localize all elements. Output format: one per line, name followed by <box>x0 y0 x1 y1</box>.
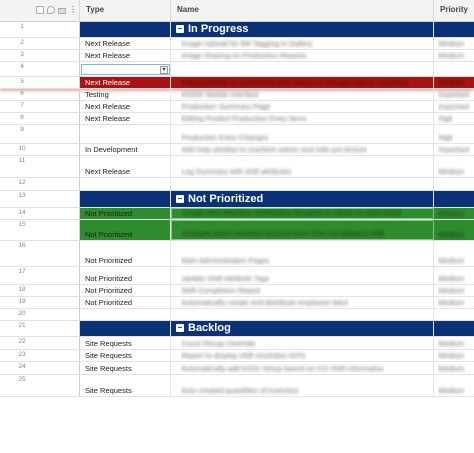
row-number[interactable]: 25 <box>18 376 26 383</box>
table-row[interactable] <box>0 375 474 397</box>
priority-cell[interactable] <box>434 156 474 177</box>
table-row[interactable] <box>0 101 474 113</box>
name-cell[interactable] <box>171 220 434 240</box>
priority-value: Medium <box>438 286 465 295</box>
comment-icon[interactable] <box>47 6 55 14</box>
name-value: Auto created quantities of inventory <box>181 386 299 395</box>
section-title <box>176 193 263 205</box>
priority-cell[interactable] <box>434 50 474 61</box>
row-gutter <box>0 113 80 124</box>
name-cell[interactable] <box>171 309 434 320</box>
type-value: Not Prioritized <box>85 230 133 239</box>
priority-cell[interactable] <box>434 89 474 100</box>
name-value: Add help window to machine admin and side pre-lecture <box>181 145 368 154</box>
priority-cell[interactable] <box>434 38 474 49</box>
type-cell[interactable] <box>80 297 171 308</box>
priority-cell[interactable] <box>434 350 474 361</box>
type-cell[interactable] <box>80 50 171 61</box>
name-value: Shift Completion Report <box>181 286 261 295</box>
name-value: Editing Posted Production Entry Items <box>181 114 308 123</box>
row-number[interactable]: 3 <box>20 51 24 58</box>
row-number[interactable]: 4 <box>20 63 24 70</box>
table-row[interactable] <box>0 208 474 220</box>
name-cell[interactable] <box>171 113 434 124</box>
name-cell[interactable] <box>171 362 434 374</box>
row-gutter <box>0 297 80 308</box>
type-value: Site Requests <box>85 339 132 348</box>
table-row[interactable] <box>0 62 474 77</box>
type-cell[interactable] <box>80 285 171 296</box>
priority-value: Medium <box>438 230 465 239</box>
section-row[interactable] <box>0 22 474 38</box>
type-cell[interactable] <box>80 144 171 155</box>
type-cell[interactable] <box>80 375 171 396</box>
name-cell[interactable] <box>171 38 434 49</box>
row-gutter <box>0 241 80 266</box>
row-gutter <box>0 191 80 207</box>
row-gutter <box>0 89 80 100</box>
type-cell[interactable] <box>80 62 171 76</box>
name-cell[interactable] <box>171 285 434 296</box>
type-value: Not Prioritized <box>85 298 133 307</box>
table-row[interactable] <box>0 362 474 375</box>
priority-cell[interactable] <box>434 144 474 155</box>
name-cell[interactable] <box>171 101 434 112</box>
type-value: Next Release <box>85 114 131 123</box>
table-row[interactable] <box>0 144 474 156</box>
priority-cell[interactable] <box>434 309 474 320</box>
priority-cell[interactable] <box>434 178 474 190</box>
type-cell[interactable] <box>80 101 171 112</box>
row-gutter <box>0 144 80 155</box>
row-number[interactable]: 17 <box>18 268 26 275</box>
attachment-icon[interactable] <box>36 6 44 14</box>
table-row[interactable] <box>0 350 474 362</box>
section-type-cell[interactable] <box>80 321 171 336</box>
row-number[interactable]: 13 <box>18 192 26 199</box>
row-number[interactable]: 12 <box>18 179 26 186</box>
name-cell[interactable] <box>171 156 434 177</box>
name-cell[interactable] <box>171 62 434 76</box>
table-row[interactable] <box>0 178 474 191</box>
name-cell[interactable] <box>171 89 434 100</box>
type-value: In Development <box>85 145 138 154</box>
name-value: Update Shift Attribute Tags <box>181 274 270 283</box>
row-number[interactable]: 21 <box>18 322 26 329</box>
priority-cell[interactable] <box>434 241 474 266</box>
priority-value: Medium <box>438 78 465 87</box>
row-gutter <box>0 350 80 361</box>
row-number[interactable]: 11 <box>18 157 26 164</box>
type-value: Not Prioritized <box>85 274 133 283</box>
name-value: Production Entry Changes <box>181 133 269 142</box>
table-row[interactable] <box>0 38 474 50</box>
priority-value: Medium <box>438 167 465 176</box>
row-gutter <box>0 375 80 396</box>
row-number[interactable]: 15 <box>18 221 26 228</box>
type-value: Site Requests <box>85 364 132 373</box>
row-gutter <box>0 309 80 320</box>
chevron-down-icon[interactable]: ▾ <box>160 66 168 74</box>
name-value: Count Recap Override <box>181 339 256 348</box>
priority-cell[interactable] <box>434 337 474 349</box>
row-gutter <box>0 362 80 374</box>
priority-cell[interactable] <box>434 375 474 396</box>
priority-cell[interactable] <box>434 101 474 112</box>
priority-value: Medium <box>438 339 465 348</box>
section-title-label: Backlog <box>188 322 231 334</box>
table-row[interactable] <box>0 89 474 101</box>
row-gutter <box>0 208 80 219</box>
name-value: KIOSK Mobile Interface <box>181 90 260 99</box>
row-number[interactable]: 24 <box>18 363 26 370</box>
table-row[interactable] <box>0 297 474 309</box>
name-cell[interactable] <box>171 267 434 284</box>
priority-value: Medium <box>438 386 465 395</box>
type-cell[interactable] <box>80 77 171 88</box>
row-number[interactable]: 6 <box>20 90 24 97</box>
table-row[interactable] <box>0 50 474 62</box>
type-cell[interactable] <box>80 113 171 124</box>
priority-value: Important <box>438 102 470 111</box>
name-value: Automatically add KIOS Setup based on CO Shift information <box>181 364 385 373</box>
priority-cell[interactable] <box>434 267 474 284</box>
section-name-cell[interactable] <box>171 191 434 207</box>
priority-cell[interactable] <box>434 77 474 88</box>
priority-value: High <box>438 114 454 123</box>
type-value: Next Release <box>85 39 131 48</box>
type-value: Site Requests <box>85 351 132 360</box>
section-priority-cell[interactable] <box>434 191 474 207</box>
type-value: Site Requests <box>85 386 132 395</box>
name-value: Changes down overview process from 3Os not added to shift <box>182 229 385 238</box>
type-value: Next Release <box>85 167 131 176</box>
type-dropdown[interactable] <box>81 64 170 75</box>
table-row[interactable] <box>0 267 474 285</box>
priority-cell[interactable] <box>434 62 474 76</box>
type-cell[interactable] <box>80 337 171 349</box>
row-number[interactable]: 22 <box>18 338 26 345</box>
priority-value: Medium <box>438 351 465 360</box>
row-number[interactable]: 2 <box>20 39 24 46</box>
name-cell[interactable] <box>171 208 434 219</box>
priority-cell[interactable] <box>434 113 474 124</box>
name-cell[interactable] <box>171 337 434 349</box>
row-gutter <box>0 62 80 76</box>
row-number[interactable]: 10 <box>18 145 26 152</box>
row-number[interactable]: 1 <box>20 23 24 30</box>
type-cell[interactable] <box>80 178 171 190</box>
type-value: Not Prioritized <box>85 256 133 265</box>
type-cell[interactable] <box>80 156 171 177</box>
section-row[interactable] <box>0 321 474 337</box>
type-value: Next Release <box>85 78 131 87</box>
row-gutter <box>0 101 80 112</box>
table-row[interactable] <box>0 125 474 144</box>
type-cell[interactable] <box>80 362 171 374</box>
type-cell[interactable] <box>80 208 171 219</box>
type-cell[interactable] <box>80 220 171 240</box>
priority-value: Important <box>438 145 470 154</box>
type-cell[interactable] <box>80 125 171 143</box>
priority-value: Medium <box>438 364 465 373</box>
row-gutter <box>0 22 80 37</box>
row-gutter <box>0 156 80 177</box>
type-cell[interactable] <box>80 38 171 49</box>
name-cell[interactable] <box>171 178 434 190</box>
priority-value: Medium <box>438 274 465 283</box>
row-number[interactable]: 14 <box>18 209 26 216</box>
name-cell[interactable] <box>171 375 434 396</box>
name-value: Create New Machine Scheduling Template in admin to reset levels <box>182 208 403 217</box>
section-type-cell[interactable] <box>80 22 171 37</box>
name-cell[interactable] <box>171 241 434 266</box>
name-value: Main Administration Pages <box>181 256 270 265</box>
name-value: Image Sharing on Production Reports <box>181 51 307 60</box>
name-cell[interactable] <box>171 297 434 308</box>
more-icon[interactable]: ⋮ <box>69 5 77 14</box>
priority-cell[interactable] <box>434 297 474 308</box>
table-row[interactable] <box>0 77 474 89</box>
name-cell[interactable] <box>171 77 434 88</box>
column-header-type[interactable]: Type <box>80 0 171 22</box>
section-title-label: In Progress <box>188 23 249 35</box>
row-number[interactable]: 9 <box>20 126 24 133</box>
table-row[interactable] <box>0 337 474 350</box>
name-value: Report to display shift resolution KPIs <box>181 351 306 360</box>
row-gutter <box>0 178 80 190</box>
row-number[interactable]: 7 <box>20 102 24 109</box>
section-type-cell[interactable] <box>80 191 171 207</box>
row-number[interactable]: 5 <box>20 78 24 85</box>
name-cell[interactable] <box>171 350 434 361</box>
section-name-cell[interactable] <box>171 22 434 37</box>
collapse-icon[interactable]: − <box>177 193 183 203</box>
name-cell[interactable] <box>171 144 434 155</box>
name-cell[interactable] <box>171 50 434 61</box>
row-gutter <box>0 337 80 349</box>
table-row[interactable] <box>0 156 474 178</box>
row-number[interactable]: 23 <box>18 351 26 358</box>
priority-cell[interactable] <box>434 208 474 219</box>
type-value: Next Release <box>85 102 131 111</box>
name-value: Improvements to scheduling and search ui changes above machines <box>181 78 410 87</box>
priority-value: Medium <box>438 256 465 265</box>
type-value: Next Release <box>85 51 131 60</box>
priority-value: Medium <box>438 298 465 307</box>
table-row[interactable] <box>0 309 474 321</box>
proofing-icon[interactable] <box>58 8 66 14</box>
section-title-label: Not Prioritized <box>188 192 264 205</box>
type-cell[interactable] <box>80 89 171 100</box>
row-number-header <box>0 0 80 22</box>
type-value: Not Prioritized <box>85 286 133 295</box>
row-gutter <box>0 77 80 88</box>
row-number[interactable]: 19 <box>18 298 26 305</box>
table-row[interactable] <box>0 285 474 297</box>
row-gutter <box>0 321 80 336</box>
priority-value: Medium <box>438 209 465 218</box>
name-value: Production Summary Page <box>181 102 271 111</box>
priority-value: Medium <box>438 39 465 48</box>
section-title <box>176 322 231 334</box>
row-gutter <box>0 50 80 61</box>
row-gutter <box>0 38 80 49</box>
type-value: Not Prioritized <box>85 209 133 218</box>
section-row[interactable] <box>0 191 474 208</box>
row-gutter <box>0 125 80 143</box>
priority-cell[interactable] <box>434 285 474 296</box>
section-title <box>176 23 249 35</box>
priority-value: Important <box>438 90 470 99</box>
name-value: Automatically create and distribute employee labor <box>181 298 350 307</box>
grid-header <box>0 0 474 22</box>
row-gutter <box>0 285 80 296</box>
priority-value: Medium <box>438 51 465 60</box>
priority-cell[interactable] <box>434 125 474 143</box>
row-number[interactable]: 20 <box>18 310 26 317</box>
section-priority-cell[interactable] <box>434 321 474 336</box>
name-value: Log Summary with shift attributes <box>181 167 292 176</box>
table-row[interactable] <box>0 241 474 267</box>
row-gutter <box>0 267 80 284</box>
type-cell[interactable] <box>80 241 171 266</box>
type-cell[interactable] <box>80 267 171 284</box>
name-cell[interactable] <box>171 125 434 143</box>
row-number[interactable]: 18 <box>18 286 26 293</box>
type-value: Testing <box>85 90 109 99</box>
priority-value: High <box>438 133 454 142</box>
collapse-icon[interactable]: − <box>177 24 183 33</box>
priority-cell[interactable] <box>434 220 474 240</box>
priority-cell[interactable] <box>434 362 474 374</box>
row-number[interactable]: 8 <box>20 114 24 121</box>
name-value: Image Upload for Bill Tagging in Gallery <box>181 39 313 48</box>
section-priority-cell[interactable] <box>434 22 474 37</box>
column-header-priority[interactable]: Priority <box>440 5 469 14</box>
row-number[interactable]: 16 <box>18 242 26 249</box>
type-cell[interactable] <box>80 350 171 361</box>
table-row[interactable] <box>0 220 474 241</box>
section-name-cell[interactable] <box>171 321 434 336</box>
column-header-name[interactable]: Name <box>171 0 434 22</box>
row-gutter <box>0 220 80 240</box>
type-cell[interactable] <box>80 309 171 320</box>
table-row[interactable] <box>0 113 474 125</box>
collapse-icon[interactable]: − <box>177 323 183 332</box>
